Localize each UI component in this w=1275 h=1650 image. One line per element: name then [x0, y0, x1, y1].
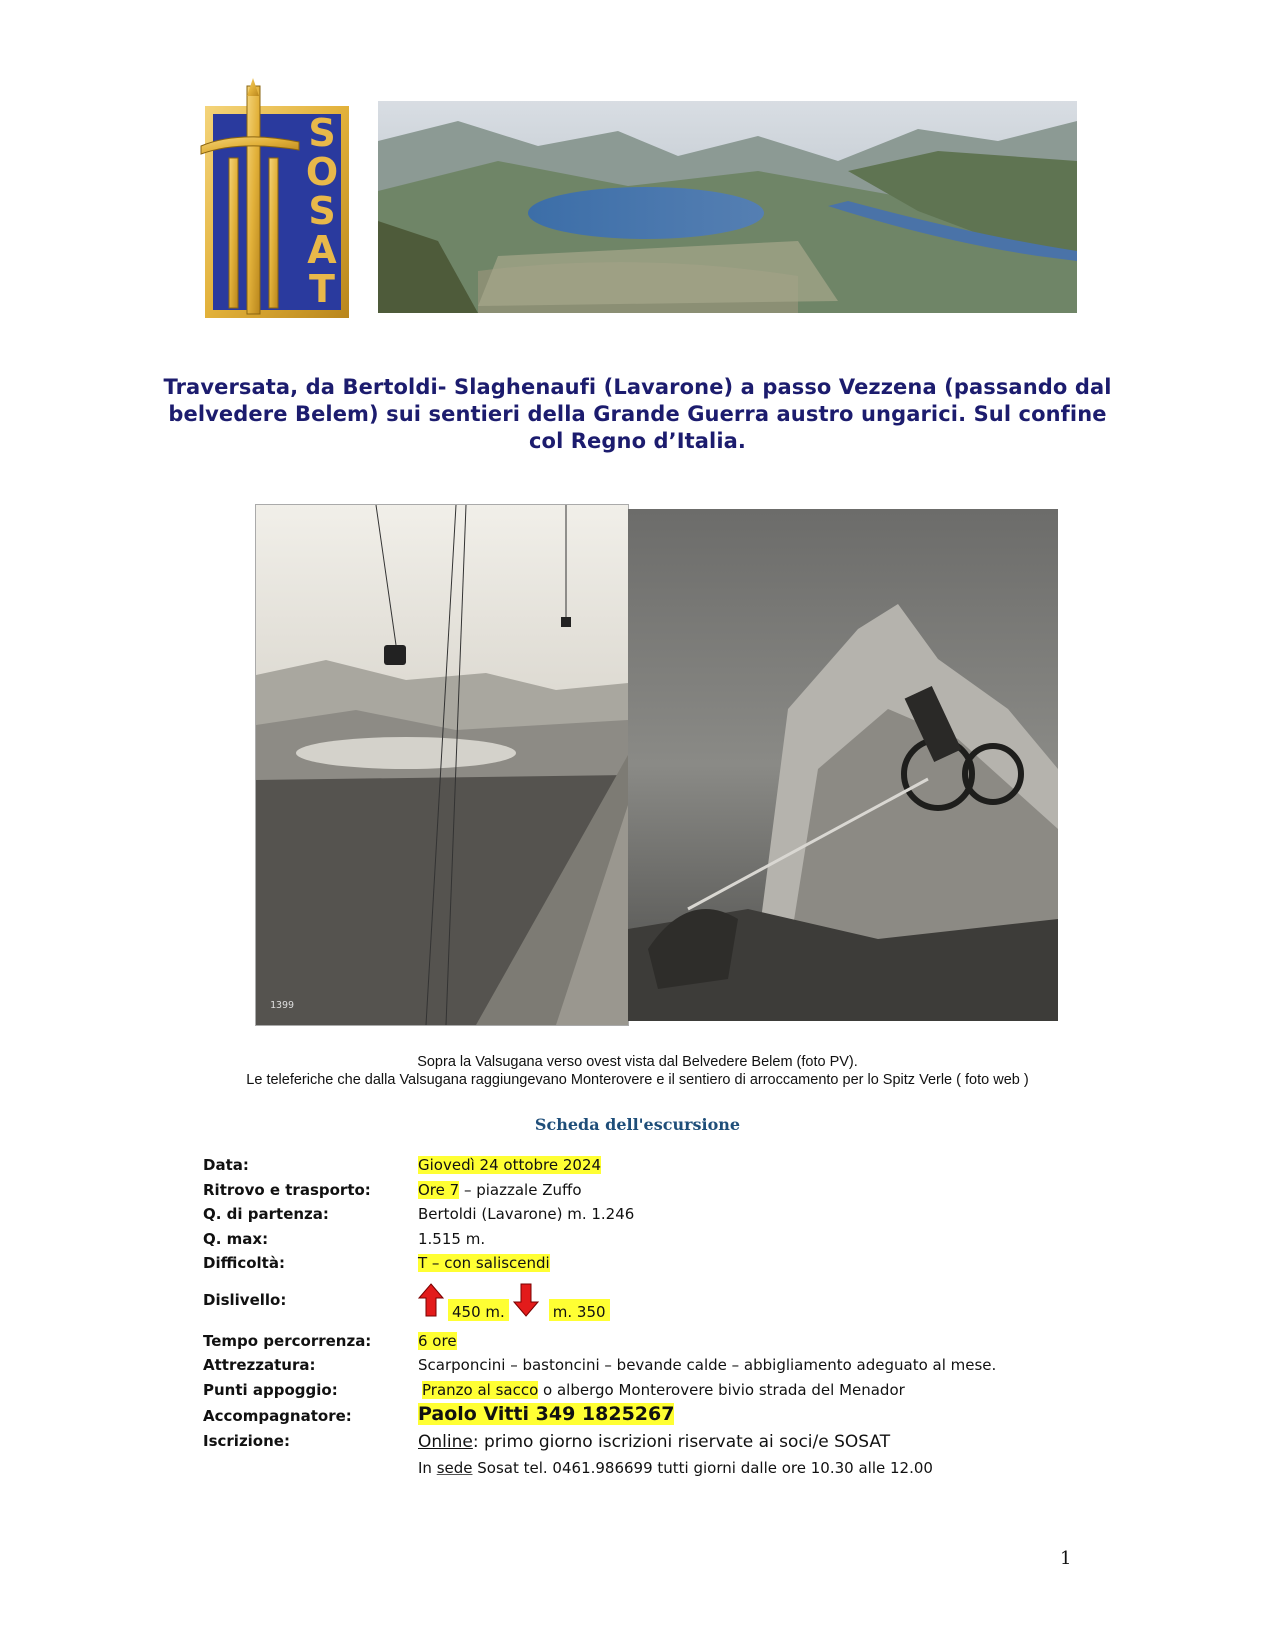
detail-value — [418, 1459, 933, 1477]
detail-label: Data: — [203, 1156, 249, 1174]
logo-letter: O — [305, 150, 339, 194]
page-number: 1 — [1060, 1548, 1072, 1569]
detail-label: Q. max: — [203, 1230, 269, 1248]
photo-number: 1399 — [270, 1000, 295, 1011]
detail-value: Scarponcini – bastoncini – bevande calde – abbigliamento adeguato al mese. — [418, 1356, 997, 1374]
sede-word: sede — [436, 1459, 473, 1477]
detail-label: Attrezzatura: — [203, 1356, 316, 1374]
ascent-value: 450 m. — [448, 1299, 509, 1321]
ww1-artillery-historic-photo — [628, 509, 1058, 1021]
sosat-logo — [199, 78, 357, 328]
red-up-arrow-icon — [418, 1283, 444, 1321]
sede-prefix: In — [418, 1459, 437, 1477]
detail-label: Ritrovo e trasporto: — [203, 1181, 371, 1199]
cable-car-historic-photo — [256, 505, 628, 1025]
detail-value — [422, 1381, 905, 1399]
logo-letter: S — [308, 111, 336, 155]
detail-label: Difficoltà: — [203, 1254, 285, 1272]
descent-value: m. 350 — [549, 1299, 610, 1321]
excursion-title: Traversata, da Bertoldi- Slaghenaufi (Lavarone) a passo Vezzena (passando dal belvedere Belem) sui sentieri della Grande Guerra austro ungarici. Sul confine col Regno d’Italia. — [163, 375, 1112, 453]
difficulty-value: T – con saliscendi — [418, 1254, 550, 1272]
detail-value — [418, 1432, 890, 1452]
detail-label: Tempo percorrenza: — [203, 1332, 372, 1350]
photo-caption-line-2: Le teleferiche che dalla Valsugana raggiungevano Monterovere e il sentiero di arroccamento per lo Spitz Verle ( foto web ) — [246, 1072, 1029, 1088]
detail-value — [418, 1181, 582, 1199]
detail-value — [418, 1156, 601, 1174]
support-points-rest: o albergo Monterovere bivio strada del Menador — [538, 1381, 905, 1399]
detail-label: Accompagnatore: — [203, 1407, 352, 1425]
detail-value: 1.515 m. — [418, 1230, 486, 1248]
detail-value — [418, 1403, 674, 1425]
duration-value: 6 ore — [418, 1332, 457, 1350]
meeting-place: – piazzale Zuffo — [459, 1181, 582, 1199]
online-signup-text: : primo giorno iscrizioni riservate ai soci/e SOSAT — [472, 1432, 891, 1452]
logo-letter: A — [307, 228, 337, 272]
logo-letter: T — [309, 267, 335, 311]
red-down-arrow-icon — [513, 1283, 539, 1321]
logo-letter: S — [308, 189, 336, 233]
section-heading: Scheda dell'escursione — [534, 1115, 741, 1134]
online-signup-link[interactable]: Online — [418, 1432, 473, 1452]
date-value: Giovedì 24 ottobre 2024 — [418, 1156, 602, 1174]
lunch-value: Pranzo al sacco — [422, 1381, 539, 1399]
meeting-time: Ore 7 — [418, 1181, 460, 1199]
detail-label: Dislivello: — [203, 1291, 287, 1309]
guide-name-phone: Paolo Vitti 349 1825267 — [418, 1403, 675, 1425]
detail-value — [418, 1254, 550, 1272]
detail-label: Q. di partenza: — [203, 1205, 329, 1223]
valsugana-lake-photo — [378, 101, 1077, 313]
detail-label: Iscrizione: — [203, 1432, 290, 1450]
detail-value: Bertoldi (Lavarone) m. 1.246 — [418, 1205, 635, 1223]
elevation-values — [418, 1283, 614, 1323]
photo-caption-line-1: Sopra la Valsugana verso ovest vista dal Belvedere Belem (foto PV). — [417, 1054, 858, 1070]
detail-value — [418, 1332, 457, 1350]
sede-info: Sosat tel. 0461.986699 tutti giorni dalle ore 10.30 alle 12.00 — [472, 1459, 933, 1477]
detail-label: Punti appoggio: — [203, 1381, 338, 1399]
